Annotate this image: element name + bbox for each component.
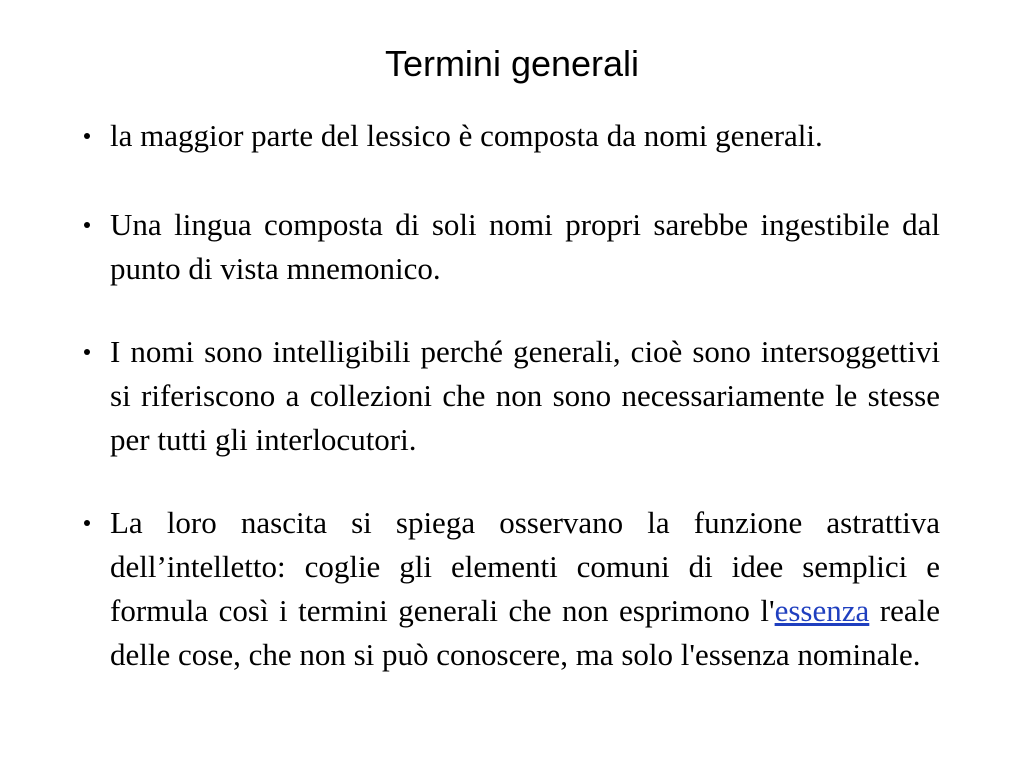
bullet-text: la maggior parte del lessico è composta da nomi generali. xyxy=(110,118,823,153)
slide-title: Termini generali xyxy=(384,43,640,84)
bullet-item xyxy=(110,203,940,291)
bullet-text-continued: reale delle cose, che non si può conoscere, ma solo l'essenza nominale. xyxy=(110,593,940,672)
essenza-link[interactable]: essenza xyxy=(774,593,870,628)
bullet-item xyxy=(110,330,940,462)
bullet-text: Una lingua composta di soli nomi propri sarebbe ingestibile dal punto di vista mnemonico. xyxy=(110,207,940,286)
bullet-dot-icon xyxy=(84,520,90,526)
bullet-dot-icon xyxy=(84,349,90,355)
bullet-dot-icon xyxy=(84,133,90,139)
bullet-text: La loro nascita si spiega osservano la funzione astrattiva dell’intelletto: coglie gli elementi comuni di idee semplici e formula così i termini generali che non esprimono l' xyxy=(110,505,940,628)
bullet-item xyxy=(110,114,940,158)
bullet-item xyxy=(110,501,940,677)
bullet-text: I nomi sono intelligibili perché generali, cioè sono intersoggettivi si riferiscono a collezioni che non sono necessariamente le stesse per tutti gli interlocutori. xyxy=(110,334,940,457)
bullet-dot-icon xyxy=(84,222,90,228)
